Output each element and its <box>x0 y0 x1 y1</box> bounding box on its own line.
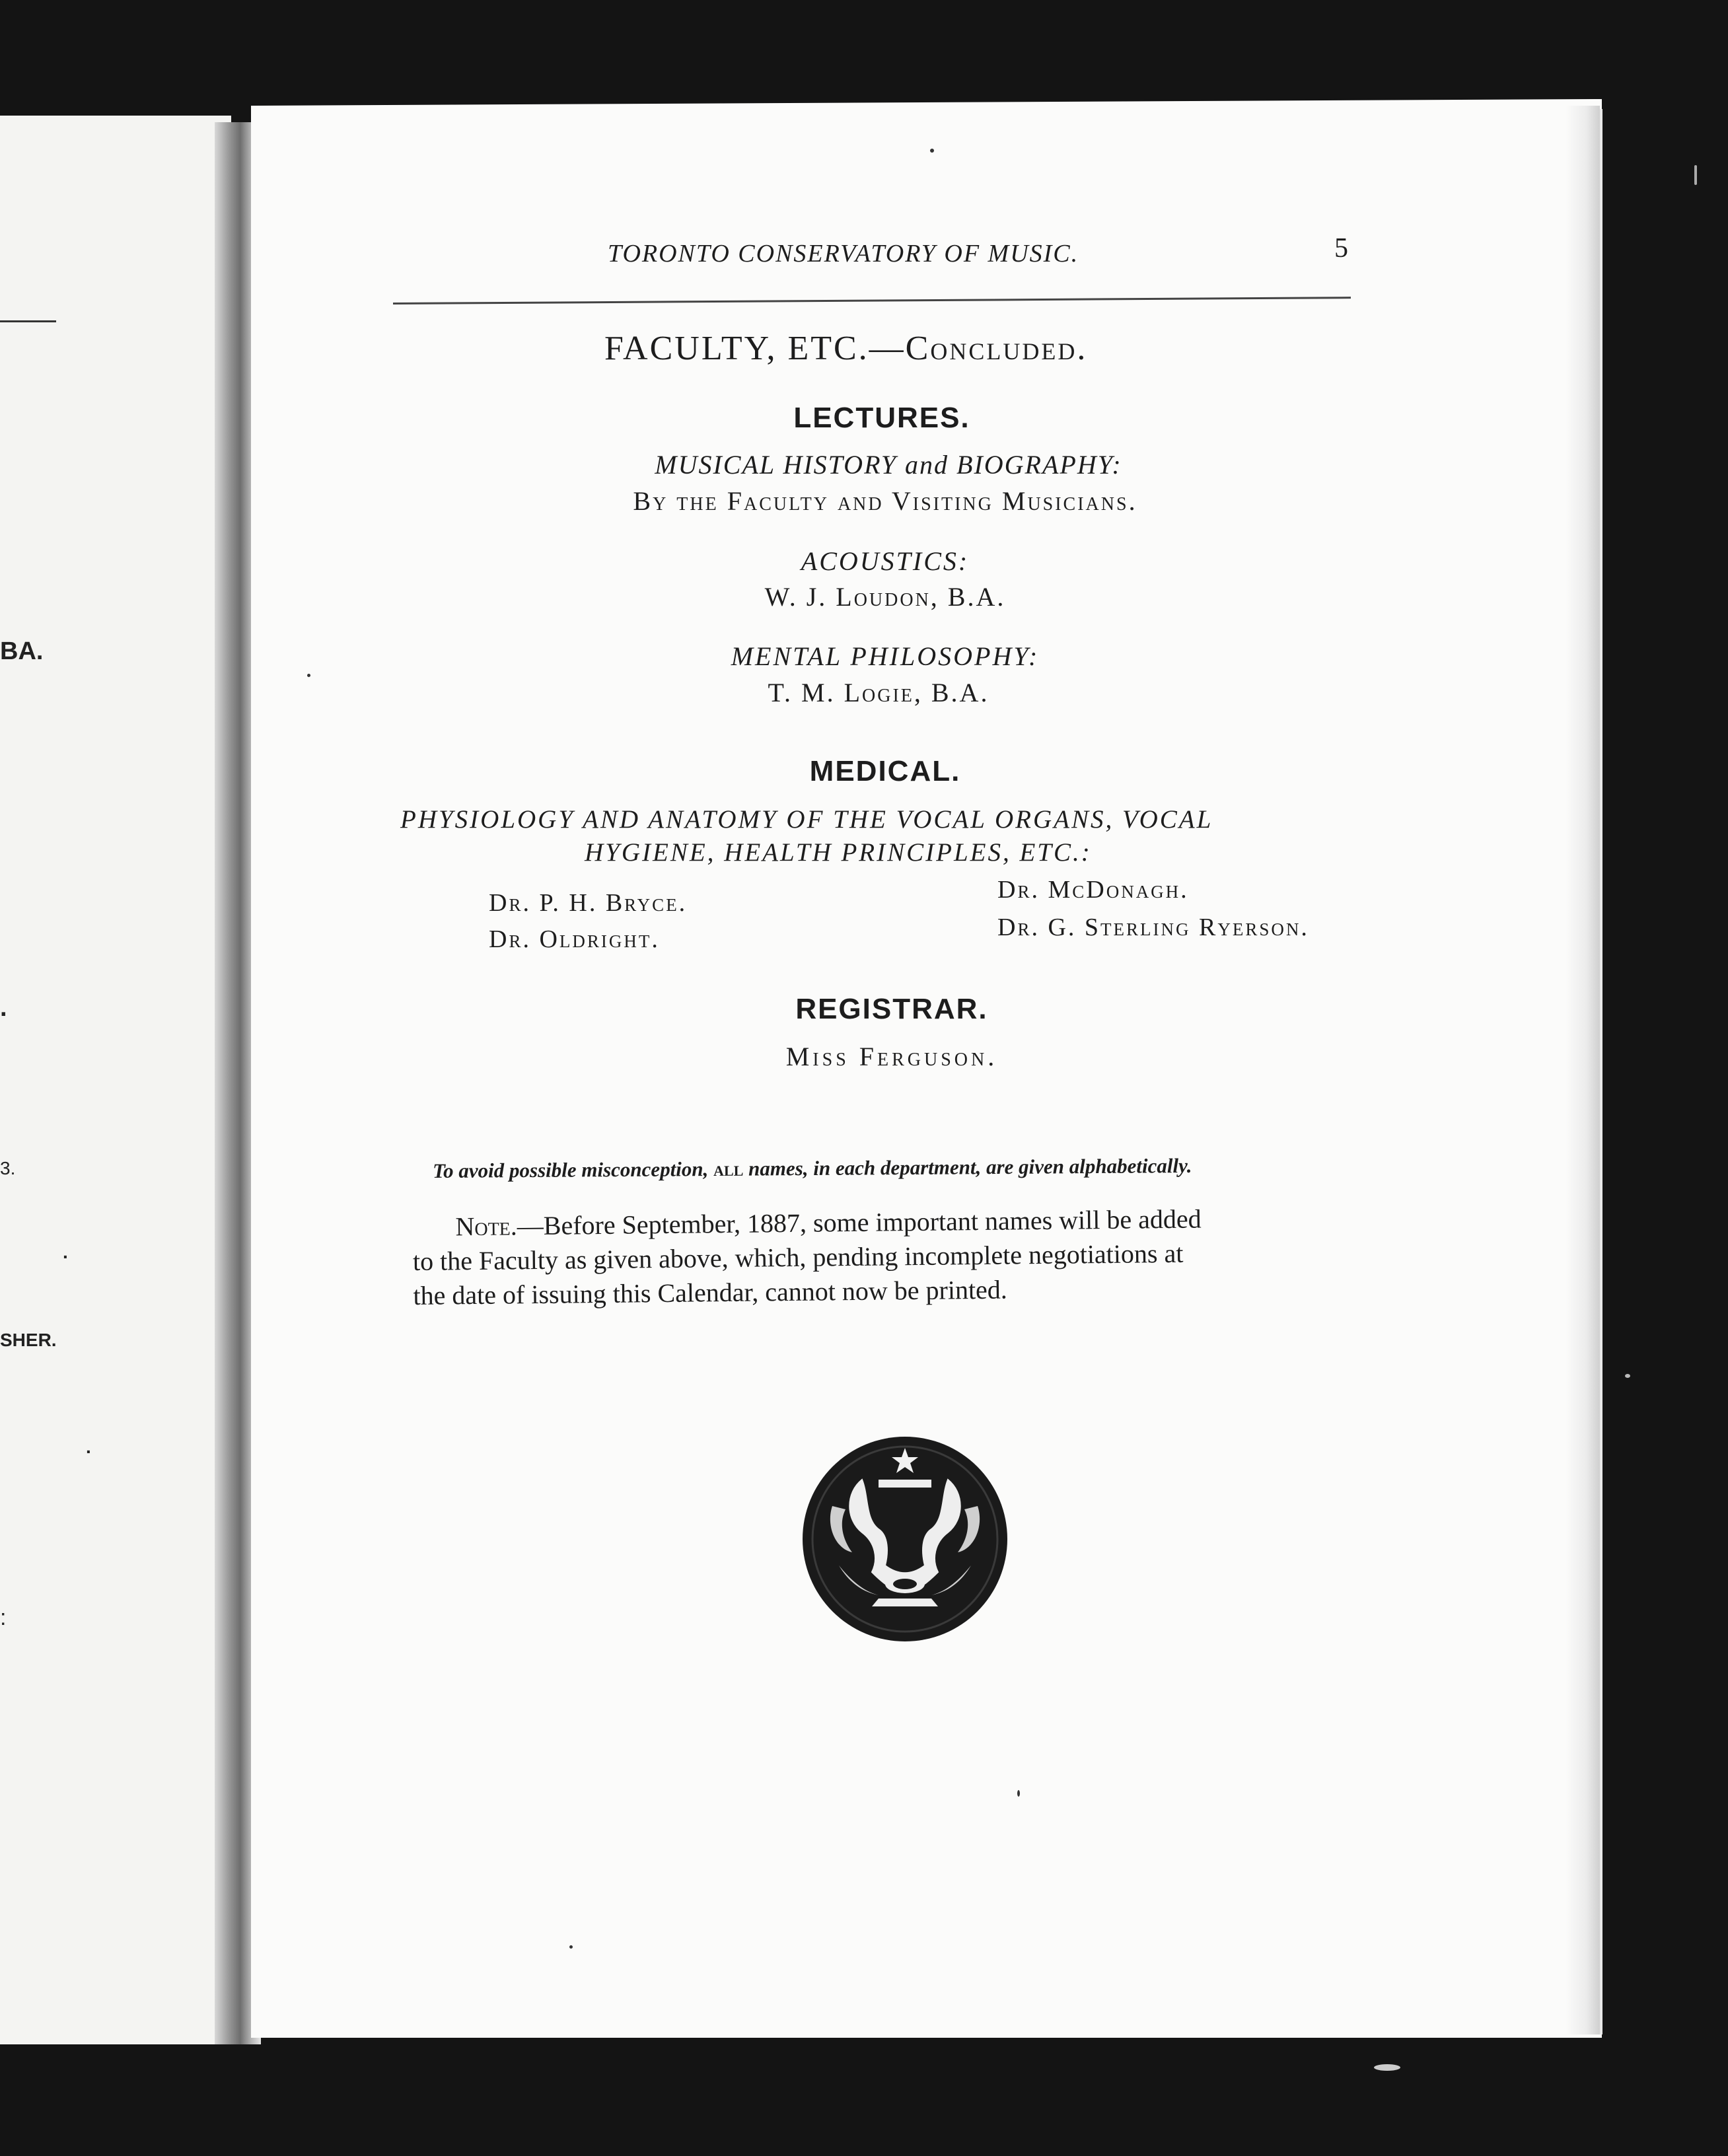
note-line: the date of issuing this Calendar, cannot now be printed. <box>413 1274 1008 1311</box>
page-title-main: FACULTY, ETC.— <box>604 330 906 367</box>
medical-doctor: Dr. G. Sterling Ryerson. <box>997 914 1309 941</box>
previous-page-rule <box>0 320 56 322</box>
dust-speck <box>1017 1790 1020 1797</box>
medical-subject-line: HYGIENE, HEALTH PRINCIPLES, ETC.: <box>585 838 1092 867</box>
medical-doctor: Dr. McDonagh. <box>997 876 1189 904</box>
note-label: Note. <box>455 1211 518 1242</box>
dust-speck <box>1625 1374 1630 1378</box>
dust-speck <box>1694 165 1697 185</box>
medical-doctor: Dr. Oldright. <box>489 925 660 953</box>
lecture-subject: MENTAL PHILOSOPHY: <box>731 641 1040 671</box>
note-paragraph <box>412 1202 1202 1312</box>
dust-speck <box>1374 2064 1400 2071</box>
previous-page-text-fragment: : <box>0 1605 7 1630</box>
previous-page-fragment <box>0 116 231 2044</box>
medical-subject-line: PHYSIOLOGY AND ANATOMY OF THE VOCAL ORGANS, VOCAL <box>400 805 1213 834</box>
running-title: TORONTO CONSERVATORY OF MUSIC. <box>608 240 1079 268</box>
page-title-sub: Concluded. <box>905 330 1088 367</box>
note-text: —Before September, 1887, some important names will be added <box>517 1204 1202 1241</box>
previous-page-text-fragment: BA. <box>0 637 44 665</box>
footnote-text: names, in each department, are given alphabetically. <box>748 1153 1192 1180</box>
previous-page-text-fragment: . <box>63 1242 68 1262</box>
previous-page-text-fragment: 3. <box>0 1158 16 1178</box>
dust-speck <box>930 149 934 153</box>
dust-speck <box>307 674 310 677</box>
note-line: to the Faculty as given above, which, pending incomplete negotiations at <box>412 1238 1184 1276</box>
page-edge <box>1600 109 1602 2034</box>
lecture-lecturer: By the Faculty and Visiting Musicians. <box>633 486 1137 516</box>
previous-page-text-fragment: . <box>0 994 7 1022</box>
previous-page-text-fragment: . <box>86 1437 91 1457</box>
lecture-lecturer: T. M. Logie, B.A. <box>768 678 990 707</box>
lecture-subject: ACOUSTICS: <box>801 546 970 576</box>
footnote-all: all <box>713 1157 744 1181</box>
registrar-name: Miss Ferguson. <box>785 1042 998 1071</box>
page-number: 5 <box>1334 233 1348 264</box>
page-title <box>604 329 1087 368</box>
footnote-text: To avoid possible misconception, <box>432 1157 709 1182</box>
lecture-lecturer: W. J. Loudon, B.A. <box>764 582 1006 612</box>
medical-heading: MEDICAL. <box>809 755 961 787</box>
lyre-emblem-icon <box>799 1433 1011 1645</box>
registrar-heading: REGISTRAR. <box>795 993 988 1025</box>
lecture-subject: MUSICAL HISTORY and BIOGRAPHY: <box>655 450 1122 480</box>
lectures-heading: LECTURES. <box>793 402 970 434</box>
previous-page-text-fragment: SHER. <box>0 1330 57 1350</box>
page-edge <box>1566 106 1600 2034</box>
medical-doctor: Dr. P. H. Bryce. <box>489 889 688 917</box>
dust-speck <box>569 1945 573 1949</box>
